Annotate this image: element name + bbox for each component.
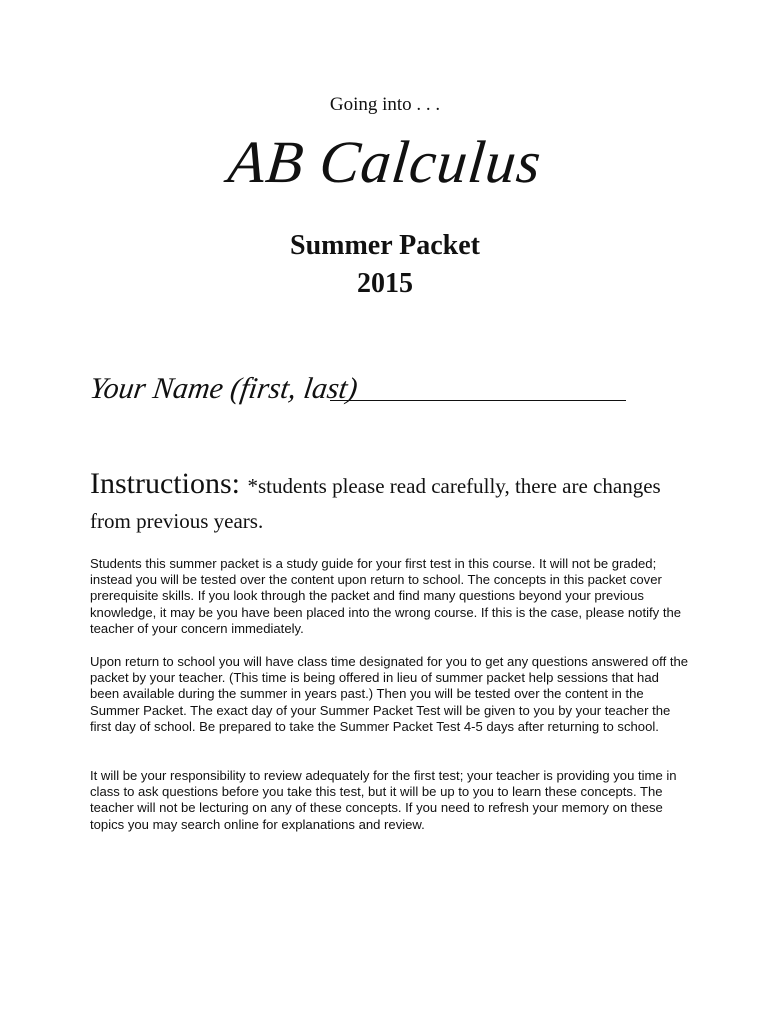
instructions-paragraph-2: Upon return to school you will have class time designated for you to get any questions answered off the packet by your teacher. (This time is being offered in lieu of summer packet help sessions that had been available during the summer in years past.) Then you will be tested over the content in the Summer Packet. The exact day of your Summer Packet Test will be given to you by your teacher the first day of school. Be prepared to take the Summer Packet Test 4-5 days after returning to school. [90,654,689,734]
instructions-paragraph-3: It will be your responsibility to review adequately for the first test; your teacher is providing you time in class to ask questions before you take this test, but it will be up to you to learn these concepts. The teacher will not be lecturing on any of these concepts. If you need to refresh your memory on these topics you may search online for explanations and review. [90,768,677,832]
instructions-heading: Instructions: [90,467,248,500]
instructions-block [90,468,680,540]
document-year: 2015 [357,268,413,299]
name-field-blank-line[interactable] [330,400,626,401]
name-field-row [87,370,650,414]
document-subtitle: Summer Packet [290,230,480,261]
instructions-note: *students please read carefully, there are changes from previous years. [90,474,661,533]
instructions-paragraph-1: Students this summer packet is a study guide for your first test in this course. It will not be graded; instead you will be tested over the content upon return to school. The concepts in this packet cover prerequisite skills. If you look through the packet and find many questions beyond your previous knowledge, it may be you have been placed into the wrong course. If this is the case, please notify the teacher of your concern immediately. [90,556,682,636]
intro-text: Going into . . . [329,94,441,115]
document-title: AB Calculus [225,129,545,195]
name-field-label: Your Name (first, last) [87,372,360,405]
